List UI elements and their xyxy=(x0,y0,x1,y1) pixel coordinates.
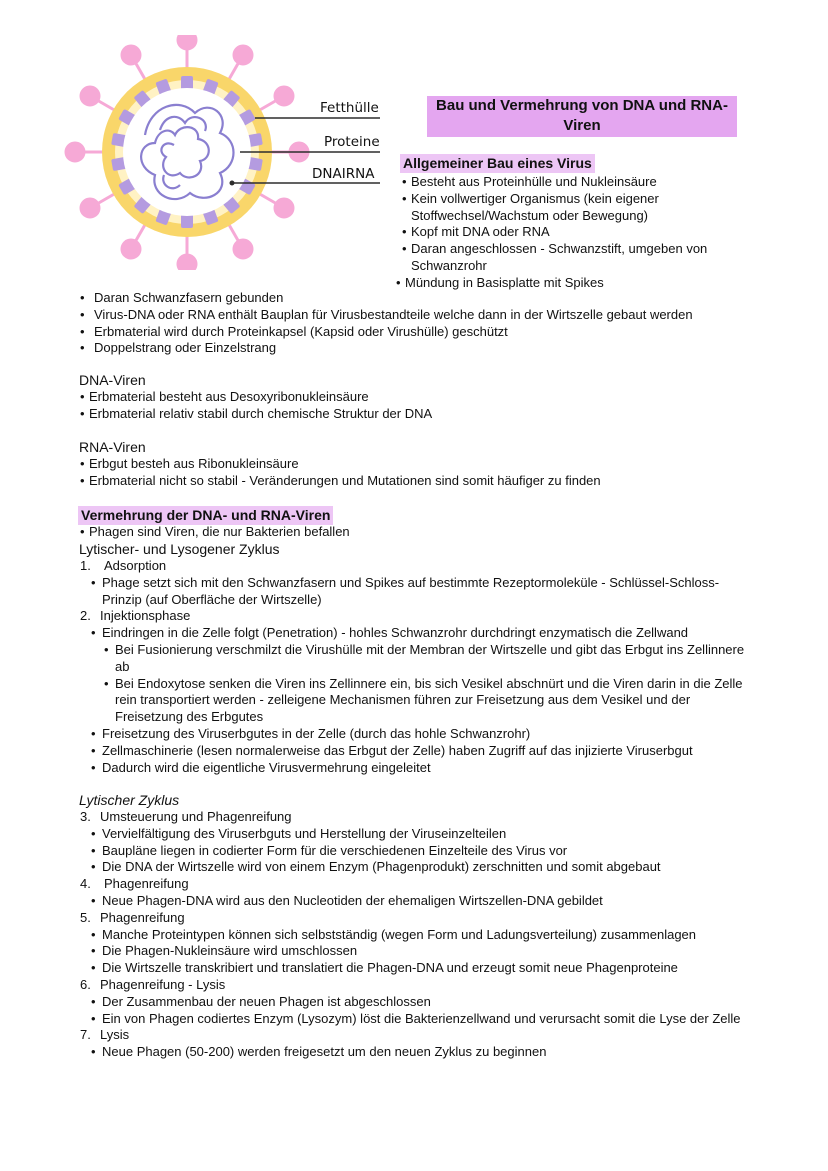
spike-head xyxy=(81,87,99,105)
dna-item: • Erbmaterial besteht aus Desoxyribonukleinsäure xyxy=(80,389,369,404)
rna-item: • Erbgut besteh aus Ribonukleinsäure xyxy=(80,456,299,471)
step-4-item: • Neue Phagen-DNA wird aus den Nucleotiden der ehemaligen Wirtszellen-DNA gebildet xyxy=(91,892,603,908)
label-proteine: Proteine xyxy=(324,134,380,150)
label-fetthuelle: Fetthülle xyxy=(320,100,379,116)
allgemein-item: • Doppelstrang oder Einzelstrang xyxy=(80,340,277,356)
step-2: 2. Injektionsphase xyxy=(80,608,191,624)
spike-head xyxy=(178,35,196,49)
dna-pointer-dot xyxy=(230,181,235,186)
spike-head xyxy=(275,199,293,217)
allgemein-heading: Allgemeiner Bau eines Virus xyxy=(400,154,595,173)
spike-head xyxy=(234,240,252,258)
step-1: 1. Adsorption xyxy=(80,558,167,573)
dna-item: • Erbmaterial relativ stabil durch chemische Struktur der DNA xyxy=(80,405,433,421)
rna-heading: RNA-Viren xyxy=(79,439,146,455)
allgemein-item: • Mündung in Basisplatte mit Spikes xyxy=(396,274,604,290)
dna-list xyxy=(80,389,432,423)
spike-head xyxy=(178,255,196,270)
allgemein-item: • Daran Schwanzfasern gebunden xyxy=(80,290,284,305)
step-5: 5. Phagenreifung xyxy=(80,909,185,925)
lytisch-steps xyxy=(80,809,745,1061)
step-7: 7. Lysis xyxy=(80,1027,130,1043)
step-1-item: • Phage setzt sich mit den Schwanzfasern und Spikes auf bestimmte Rezeptormoleküle - Schlüssel-Schloss-Prinzip (auf Oberfläche der Wirtszelle) xyxy=(91,574,720,607)
step-2-item: • Zellmaschinerie (lesen normalerweise das Erbgut der Zelle) haben Zugriff auf das injizierte Viruserbgut xyxy=(91,742,693,758)
step-6-item: • Ein von Phagen codiertes Enzym (Lysozym) löst die Bakterienzellwand und verursacht somit die Lyse der Zelle xyxy=(91,1010,741,1026)
protein-block xyxy=(181,76,193,90)
virus-diagram xyxy=(60,35,400,270)
label-dnairna: DNAIRNA xyxy=(312,166,375,182)
step-2-item: • Eindringen in die Zelle folgt (Penetration) - hohles Schwanzrohr durchdringt enzymatisch die Zellwand xyxy=(91,625,689,641)
lytisch-heading: Lytischer Zyklus xyxy=(79,792,180,808)
vermehrung-intro xyxy=(80,524,350,541)
vermehrung-intro-item: • Phagen sind Viren, die nur Bakterien befallen xyxy=(80,524,350,539)
spike-head xyxy=(66,143,84,161)
allgemein-item: • Besteht aus Proteinhülle und Nukleinsäure xyxy=(402,174,657,189)
spike-head xyxy=(122,240,140,258)
step-3-item: • Die DNA der Wirtszelle wird von einem Enzym (Phagenprodukt) zerschnitten und somit abgebaut xyxy=(91,859,661,875)
step-3-item: • Baupläne liegen in codierter Form für die verschiedenen Einzelteile des Virus vor xyxy=(91,842,568,858)
allgemein-list-2 xyxy=(80,290,693,357)
allgemein-item: • Erbmaterial wird durch Proteinkapsel (Kapsid oder Virushülle) geschützt xyxy=(80,323,508,339)
step-5-item: • Die Phagen-Nukleinsäure wird umschlossen xyxy=(91,943,358,959)
step-6: 6. Phagenreifung - Lysis xyxy=(80,976,226,992)
spike-head xyxy=(275,87,293,105)
page-title: Bau und Vermehrung von DNA und RNA-Viren xyxy=(427,96,737,137)
allgemein-item: • Daran angeschlossen - Schwanzstift, umgeben von Schwanzrohr xyxy=(402,241,708,273)
protein-block xyxy=(181,214,193,228)
step-2-subitem: • Bei Endoxytose senken die Viren ins Zellinnere ein, bis sich Vesikel abschnürt und die Viren darin in die Zelle rein transportiert werden - zelleigene Mechanismen führen zur Freisetzung aus dem Vesikel und der Freisetzung des Erbgutes xyxy=(104,675,743,725)
dna-heading: DNA-Viren xyxy=(79,372,146,388)
step-5-item: • Die Wirtszelle transkribiert und translatiert die Phagen-DNA und erzeugt somit neue Phagenproteine xyxy=(91,960,678,976)
vermehrung-steps xyxy=(80,558,745,776)
step-3-item: • Vervielfältigung des Viruserbguts und Herstellung der Viruseinzelteilen xyxy=(91,825,507,841)
allgemein-item: • Kein vollwertiger Organismus (kein eigener Stoffwechsel/Wachstum oder Bewegung) xyxy=(402,190,659,223)
zyklus-subheading: Lytischer- und Lysogener Zyklus xyxy=(79,541,280,557)
allgemein-item: • Kopf mit DNA oder RNA xyxy=(402,224,550,240)
rna-item: • Erbmaterial nicht so stabil - Veränderungen und Mutationen sind somit häufiger zu finden xyxy=(80,472,601,488)
step-5-item: • Manche Proteintypen können sich selbstständig (wegen Form und Ladungsverteilung) zusammenlagen xyxy=(91,926,697,942)
rna-list xyxy=(80,456,601,490)
step-4: 4. Phagenreifung xyxy=(80,876,189,892)
step-6-item: • Der Zusammenbau der neuen Phagen ist abgeschlossen xyxy=(91,993,431,1009)
spike-head xyxy=(122,46,140,64)
vermehrung-heading: Vermehrung der DNA- und RNA-Viren xyxy=(78,506,333,525)
allgemein-item: • Virus-DNA oder RNA enthält Bauplan für Virusbestandteile welche dann in der Wirtszelle gebaut werden xyxy=(80,306,693,322)
spike-head xyxy=(234,46,252,64)
step-2-subitem: • Bei Fusionierung verschmilzt die Virushülle mit der Membran der Wirtszelle und gibt das Erbgut ins Zellinnere ab xyxy=(104,641,745,674)
step-3: 3. Umsteuerung und Phagenreifung xyxy=(80,809,292,824)
step-2-item: • Freisetzung des Viruserbgutes in der Zelle (durch das hohle Schwanzrohr) xyxy=(91,725,531,741)
allgemein-list xyxy=(396,174,742,292)
step-2-item: • Dadurch wird die eigentliche Virusvermehrung eingeleitet xyxy=(91,759,431,775)
spike-head xyxy=(81,199,99,217)
step-7-item: • Neue Phagen (50-200) werden freigesetzt um den neuen Zyklus zu beginnen xyxy=(91,1044,547,1060)
